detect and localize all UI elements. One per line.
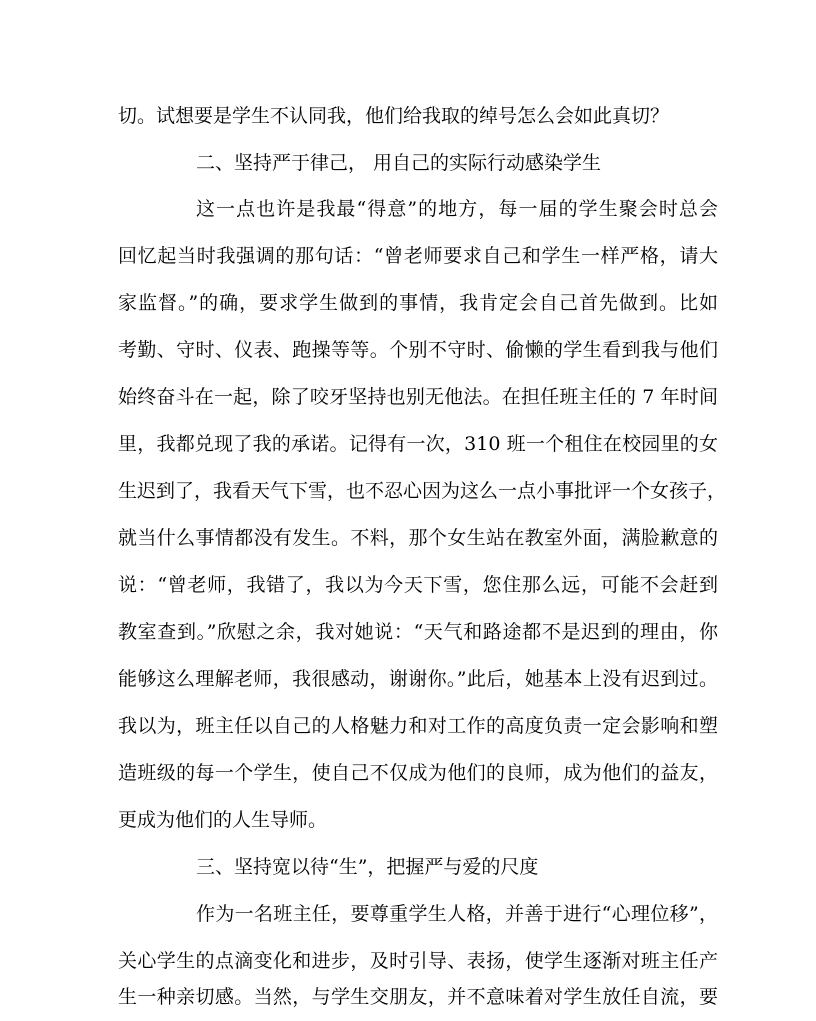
paragraph-line: 我以为，班主任以自己的人格魅力和对工作的高度负责一定会影响和塑 [118, 715, 718, 737]
paragraph-line: 这一点也许是我最“得意”的地方，每一届的学生聚会时总会 [196, 198, 718, 220]
paragraph-line: 关心学生的点滴变化和进步，及时引导、表扬，使学生逐渐对班主任产 [118, 950, 718, 972]
paragraph-line: 教室查到。”欣慰之余，我对她说：“天气和路途都不是迟到的理由，你 [118, 621, 718, 643]
paragraph-line: 生迟到了，我看天气下雪，也不忍心因为这么一点小事批评一个女孩子， [118, 480, 727, 502]
paragraph-line: 切。试想要是学生不认同我，他们给我取的绰号怎么会如此真切？ [118, 105, 670, 127]
paragraph-line: 更成为他们的人生导师。 [118, 809, 328, 831]
paragraph-line: 造班级的每一个学生，使自己不仅成为他们的良师，成为他们的益友， [118, 762, 718, 784]
paragraph-line: 说：“曾老师，我错了，我以为今天下雪，您住那么远，可能不会赶到 [118, 574, 718, 596]
paragraph-line: 就当什么事情都没有发生。不料，那个女生站在教室外面，满脸歉意的 [118, 527, 718, 549]
paragraph-line: 始终奋斗在一起，除了咬牙坚持也别无他法。在担任班主任的 7 年时间 [118, 386, 718, 408]
section-heading: 三、坚持宽以待“生”，把握严与爱的尺度 [196, 856, 539, 878]
paragraph-line: 生一种亲切感。当然，与学生交朋友，并不意味着对学生放任自流，要 [118, 986, 718, 1008]
paragraph-line: 考勤、守时、仪表、跑操等等。个别不守时、偷懒的学生看到我与他们 [118, 339, 718, 361]
section-heading: 二、坚持严于律己， 用自己的实际行动感染学生 [196, 152, 602, 174]
paragraph-line: 里，我都兑现了我的承诺。记得有一次，310 班一个租住在校园里的女 [118, 433, 718, 455]
paragraph-line: 能够这么理解老师，我很感动，谢谢你。”此后，她基本上没有迟到过。 [118, 668, 718, 690]
paragraph-line: 作为一名班主任，要尊重学生人格，并善于进行“心理位移”， [196, 903, 718, 925]
paragraph-line: 家监督。”的确，要求学生做到的事情，我肯定会自己首先做到。比如 [118, 292, 718, 314]
paragraph-line: 回忆起当时我强调的那句话：“曾老师要求自己和学生一样严格，请大 [118, 245, 718, 267]
